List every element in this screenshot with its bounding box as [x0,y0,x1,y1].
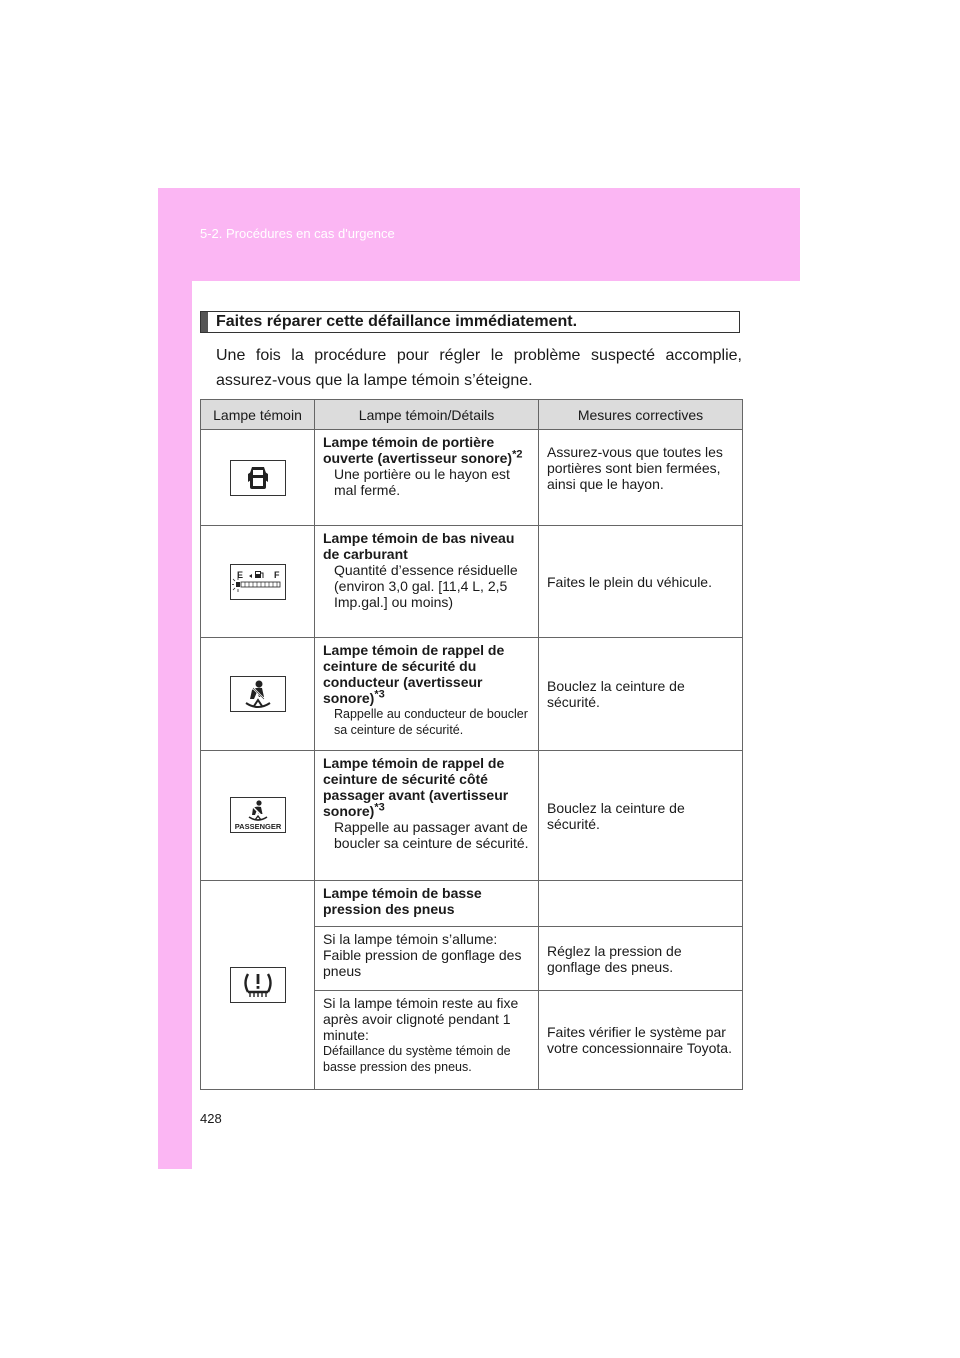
seatbelt-icon [230,676,286,712]
action-cell: Faites vérifier le système par votre concessionnaire Toyota. [539,991,743,1090]
lamp-cell [201,638,315,751]
detail-cell [315,526,539,638]
warning-lamp-table [200,399,743,1090]
tire-pressure-icon [230,967,286,1003]
detail-cell [315,751,539,881]
detail-cell [315,430,539,526]
col-header-actions: Mesures correctives [539,400,743,430]
lamp-detail: Une portière ou le hayon est mal fermé. [334,466,510,498]
detail-cell [315,638,539,751]
lamp-title: Lampe témoin de basse pression des pneus [323,885,482,917]
svg-text:F: F [273,569,279,580]
door-open-icon [230,460,286,496]
action-cell: Assurez-vous que toutes les portières sont bien fermées, ainsi que le hayon. [539,430,743,526]
action-cell [539,881,743,927]
tire-case-low-pressure: Si la lampe témoin s’allume: Faible pression de gonflage des pneus [323,931,522,979]
table-row [201,881,743,927]
table-row [201,526,743,638]
table-row [201,751,743,881]
lamp-cell [201,881,315,1090]
table-row [201,430,743,526]
col-header-lamp: Lampe témoin [201,400,315,430]
lamp-title: Lampe témoin de rappel de ceinture de sécurité du conducteur (avertisseur sonore)$^{*3}$ [323,642,505,706]
detail-cell [315,991,539,1090]
col-header-details: Lampe témoin/Détails [315,400,539,430]
lamp-detail: Rappelle au passager avant de boucler sa ceinture de sécurité. [334,819,529,851]
lamp-detail-quantity: (environ 3,0 gal. [11,4 L, 2,5 Imp.gal.] ou moins) [334,578,508,610]
heading-bar [201,312,208,332]
lamp-detail: Rappelle au conducteur de boucler sa ceinture de sécurité. [334,707,528,737]
lamp-detail: Quantité d’essence résiduelle [334,562,518,578]
heading-text: Faites réparer cette défaillance immédiatement. [216,313,578,330]
lamp-cell [201,430,315,526]
lamp-title: Lampe témoin de bas niveau de carburant [323,530,515,562]
lamp-title: Lampe témoin de rappel de ceinture de sécurité côté passager avant (avertisseur sonore)$^{*3}$ [323,755,509,819]
section-title: 5-2. Procédures en cas d'urgence [200,226,395,241]
table-header-row [201,400,743,430]
tire-case-blinking: Si la lampe témoin reste au fixe après avoir clignoté pendant 1 minute: [323,995,519,1043]
detail-cell [315,927,539,991]
lamp-title: Lampe témoin de portière ouverte (avertisseur sonore)$^{*2}$ [323,434,523,466]
action-cell: Faites le plein du véhicule. [539,526,743,638]
svg-text:E: E [236,569,243,580]
side-band [158,281,192,1169]
fuel-gauge-icon [230,564,286,600]
table-row [201,638,743,751]
detail-cell [315,881,539,927]
section-heading [200,311,740,333]
action-cell: Bouclez la ceinture de sécurité. [539,638,743,751]
passenger-seatbelt-icon [230,797,286,833]
intro-paragraph: Une fois la procédure pour régler le problème suspecté accomplie, assurez-vous que la lampe témoin s’éteigne. [216,347,742,389]
lamp-cell [201,526,315,638]
svg-text:PASSENGER: PASSENGER [234,822,281,831]
action-cell: Réglez la pression de gonflage des pneus. [539,927,743,991]
lamp-cell [201,751,315,881]
tire-case-malfunction: Défaillance du système témoin de basse pression des pneus. [323,1044,511,1074]
page-number: 428 [200,1111,222,1126]
action-cell: Bouclez la ceinture de sécurité. [539,751,743,881]
